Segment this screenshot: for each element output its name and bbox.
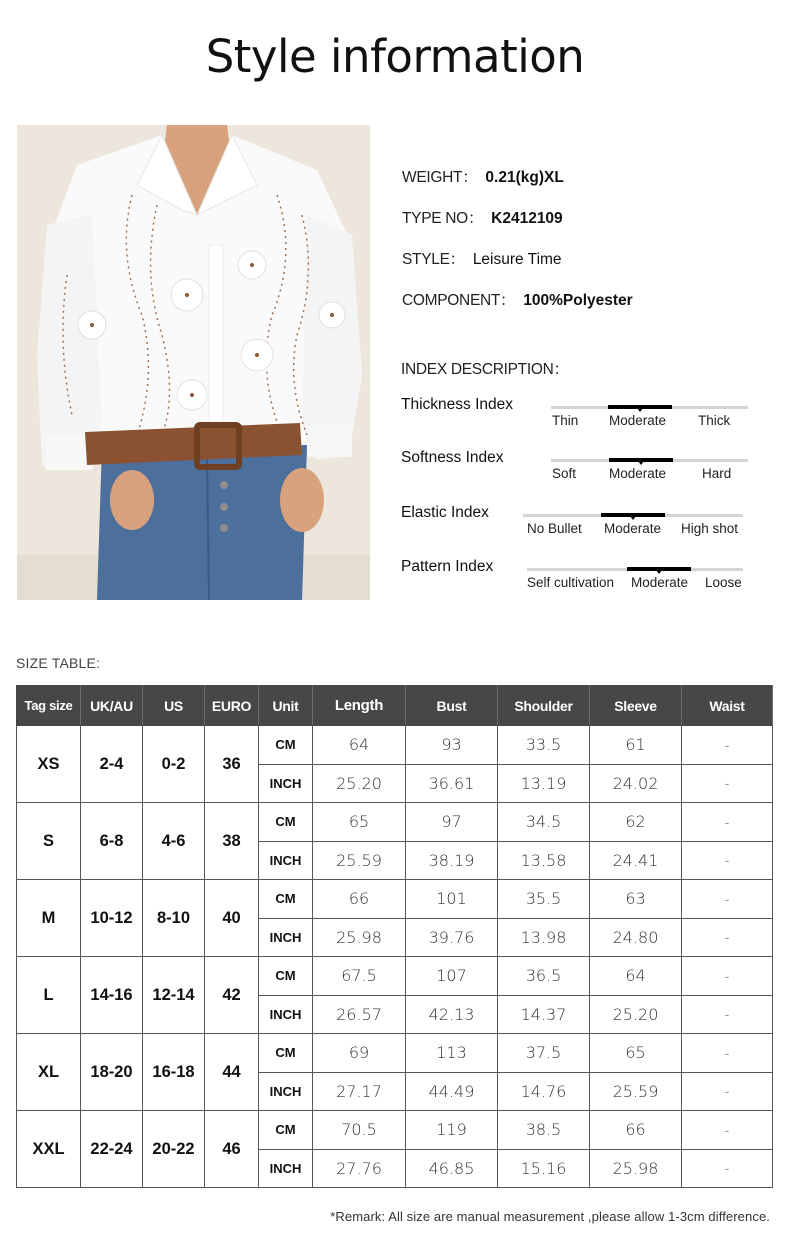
cell-tag-size: L xyxy=(17,957,81,1034)
cell-bust: 119 xyxy=(406,1111,498,1150)
cell-length: 25.98 xyxy=(313,918,406,957)
cell-bust: 93 xyxy=(406,726,498,765)
product-photo xyxy=(17,125,370,600)
cell-waist: - xyxy=(682,1111,773,1150)
cell-length: 64 xyxy=(313,726,406,765)
cell-length: 67.5 xyxy=(313,957,406,996)
cell-tag-size: XL xyxy=(17,1034,81,1111)
cell-unit: INCH xyxy=(259,918,313,957)
cell-euro: 44 xyxy=(205,1034,259,1111)
table-row-s-cm xyxy=(17,803,773,842)
cell-euro: 38 xyxy=(205,803,259,880)
header-tag-size: Tag size xyxy=(17,686,81,726)
cell-unit: CM xyxy=(259,1034,313,1073)
cell-bust: 46.85 xyxy=(406,1149,498,1188)
cell-tag-size: XS xyxy=(17,726,81,803)
remark-note: *Remark: All size are manual measurement ,please allow 1-3cm difference. xyxy=(330,1209,770,1224)
spec-style xyxy=(402,247,772,288)
index-name: Thickness Index xyxy=(401,396,513,413)
cell-euro: 36 xyxy=(205,726,259,803)
cell-euro: 42 xyxy=(205,957,259,1034)
cell-unit: INCH xyxy=(259,995,313,1034)
index-name: Softness Index xyxy=(401,449,504,466)
index-option: Self cultivation xyxy=(527,575,615,590)
page-title: Style information xyxy=(205,30,585,83)
header-unit: Unit xyxy=(259,686,313,726)
cell-shoulder: 13.98 xyxy=(498,918,590,957)
cell-waist: - xyxy=(682,841,773,880)
cell-sleeve: 62 xyxy=(590,803,682,842)
spec-label: TYPE NO： xyxy=(402,210,484,227)
header-sleeve: Sleeve xyxy=(590,686,682,726)
header-length: Length xyxy=(313,686,406,726)
cell-waist: - xyxy=(682,880,773,919)
cell-sleeve: 66 xyxy=(590,1111,682,1150)
index-pointer-icon xyxy=(637,408,643,412)
cell-waist: - xyxy=(682,918,773,957)
index-pointer-icon xyxy=(630,516,636,520)
cell-length: 26.57 xyxy=(313,995,406,1034)
cell-bust: 113 xyxy=(406,1034,498,1073)
cell-uk-au: 2-4 xyxy=(81,726,143,803)
table-row-xl-cm xyxy=(17,1034,773,1073)
cell-length: 25.20 xyxy=(313,764,406,803)
model-wearing-blouse-illustration xyxy=(17,125,370,600)
spec-value: K2412109 xyxy=(491,210,563,227)
cell-shoulder: 37.5 xyxy=(498,1034,590,1073)
cell-bust: 107 xyxy=(406,957,498,996)
index-option: Soft xyxy=(552,466,577,481)
index-option: Hard xyxy=(702,466,732,481)
cell-bust: 42.13 xyxy=(406,995,498,1034)
cell-waist: - xyxy=(682,1034,773,1073)
cell-bust: 39.76 xyxy=(406,918,498,957)
cell-sleeve: 24.41 xyxy=(590,841,682,880)
cell-unit: CM xyxy=(259,803,313,842)
cell-length: 25.59 xyxy=(313,841,406,880)
cell-unit: INCH xyxy=(259,1149,313,1188)
cell-waist: - xyxy=(682,726,773,765)
cell-waist: - xyxy=(682,957,773,996)
cell-uk-au: 6-8 xyxy=(81,803,143,880)
index-pointer-icon xyxy=(656,570,662,574)
table-row-xxl-cm xyxy=(17,1111,773,1150)
index-option-selected: Moderate xyxy=(609,413,667,428)
cell-bust: 36.61 xyxy=(406,764,498,803)
header-uk-au: UK/AU xyxy=(81,686,143,726)
cell-shoulder: 13.19 xyxy=(498,764,590,803)
size-table-label: SIZE TABLE: xyxy=(16,655,101,671)
cell-tag-size: XXL xyxy=(17,1111,81,1188)
cell-bust: 101 xyxy=(406,880,498,919)
spec-value: 100%Polyester xyxy=(523,292,633,309)
cell-uk-au: 14-16 xyxy=(81,957,143,1034)
cell-us: 0-2 xyxy=(143,726,205,803)
cell-length: 27.76 xyxy=(313,1149,406,1188)
index-option: Thin xyxy=(552,413,579,428)
cell-length: 66 xyxy=(313,880,406,919)
cell-length: 69 xyxy=(313,1034,406,1073)
cell-uk-au: 18-20 xyxy=(81,1034,143,1111)
index-description-title: INDEX DESCRIPTION： xyxy=(401,361,569,378)
softness-index xyxy=(401,449,751,494)
cell-shoulder: 14.37 xyxy=(498,995,590,1034)
cell-bust: 97 xyxy=(406,803,498,842)
cell-waist: - xyxy=(682,803,773,842)
cell-us: 16-18 xyxy=(143,1034,205,1111)
cell-sleeve: 61 xyxy=(590,726,682,765)
table-header-row xyxy=(17,686,773,726)
cell-unit: INCH xyxy=(259,1072,313,1111)
cell-bust: 44.49 xyxy=(406,1072,498,1111)
index-option: No Bullet xyxy=(527,521,582,536)
index-option: Loose xyxy=(705,575,742,590)
index-option-selected: Moderate xyxy=(604,521,662,536)
cell-waist: - xyxy=(682,1072,773,1111)
spec-label: WEIGHT： xyxy=(402,169,478,186)
spec-value: Leisure Time xyxy=(472,251,562,268)
pattern-index xyxy=(401,558,751,603)
cell-uk-au: 10-12 xyxy=(81,880,143,957)
index-name: Pattern Index xyxy=(401,558,494,575)
header-bust: Bust xyxy=(406,686,498,726)
cell-waist: - xyxy=(682,995,773,1034)
cell-shoulder: 36.5 xyxy=(498,957,590,996)
header-us: US xyxy=(143,686,205,726)
index-option-selected: Moderate xyxy=(609,466,667,481)
cell-length: 70.5 xyxy=(313,1111,406,1150)
index-name: Elastic Index xyxy=(401,504,489,521)
cell-bust: 38.19 xyxy=(406,841,498,880)
cell-euro: 46 xyxy=(205,1111,259,1188)
size-table xyxy=(16,685,773,1188)
cell-sleeve: 65 xyxy=(590,1034,682,1073)
cell-tag-size: S xyxy=(17,803,81,880)
index-option: Thick xyxy=(698,413,731,428)
cell-shoulder: 33.5 xyxy=(498,726,590,765)
spec-weight xyxy=(402,165,772,206)
spec-type-no xyxy=(402,206,772,247)
cell-sleeve: 64 xyxy=(590,957,682,996)
cell-unit: CM xyxy=(259,880,313,919)
cell-sleeve: 25.98 xyxy=(590,1149,682,1188)
cell-length: 65 xyxy=(313,803,406,842)
cell-us: 8-10 xyxy=(143,880,205,957)
spec-component xyxy=(402,288,772,329)
header-euro: EURO xyxy=(205,686,259,726)
thickness-index xyxy=(401,396,751,441)
cell-unit: CM xyxy=(259,957,313,996)
spec-value: 0.21(kg)XL xyxy=(485,169,564,186)
index-pointer-icon xyxy=(638,461,644,465)
elastic-index xyxy=(401,504,751,549)
index-option-selected: Moderate xyxy=(631,575,689,590)
spec-label: STYLE： xyxy=(402,251,465,268)
table-row-xs-cm xyxy=(17,726,773,765)
cell-waist: - xyxy=(682,764,773,803)
cell-shoulder: 34.5 xyxy=(498,803,590,842)
cell-us: 12-14 xyxy=(143,957,205,1034)
cell-waist: - xyxy=(682,1149,773,1188)
table-row-l-cm xyxy=(17,957,773,996)
spec-label: COMPONENT： xyxy=(402,292,516,309)
cell-sleeve: 25.20 xyxy=(590,995,682,1034)
cell-shoulder: 14.76 xyxy=(498,1072,590,1111)
cell-shoulder: 15.16 xyxy=(498,1149,590,1188)
cell-us: 20-22 xyxy=(143,1111,205,1188)
cell-us: 4-6 xyxy=(143,803,205,880)
cell-unit: INCH xyxy=(259,764,313,803)
cell-sleeve: 63 xyxy=(590,880,682,919)
cell-unit: CM xyxy=(259,1111,313,1150)
cell-length: 27.17 xyxy=(313,1072,406,1111)
index-option: High shot xyxy=(681,521,739,536)
cell-sleeve: 25.59 xyxy=(590,1072,682,1111)
table-row-m-cm xyxy=(17,880,773,919)
header-shoulder: Shoulder xyxy=(498,686,590,726)
cell-sleeve: 24.02 xyxy=(590,764,682,803)
header-waist: Waist xyxy=(682,686,773,726)
cell-uk-au: 22-24 xyxy=(81,1111,143,1188)
cell-shoulder: 13.58 xyxy=(498,841,590,880)
cell-unit: INCH xyxy=(259,841,313,880)
cell-shoulder: 38.5 xyxy=(498,1111,590,1150)
cell-unit: CM xyxy=(259,726,313,765)
cell-sleeve: 24.80 xyxy=(590,918,682,957)
cell-tag-size: M xyxy=(17,880,81,957)
spec-list xyxy=(402,165,772,329)
cell-shoulder: 35.5 xyxy=(498,880,590,919)
cell-euro: 40 xyxy=(205,880,259,957)
